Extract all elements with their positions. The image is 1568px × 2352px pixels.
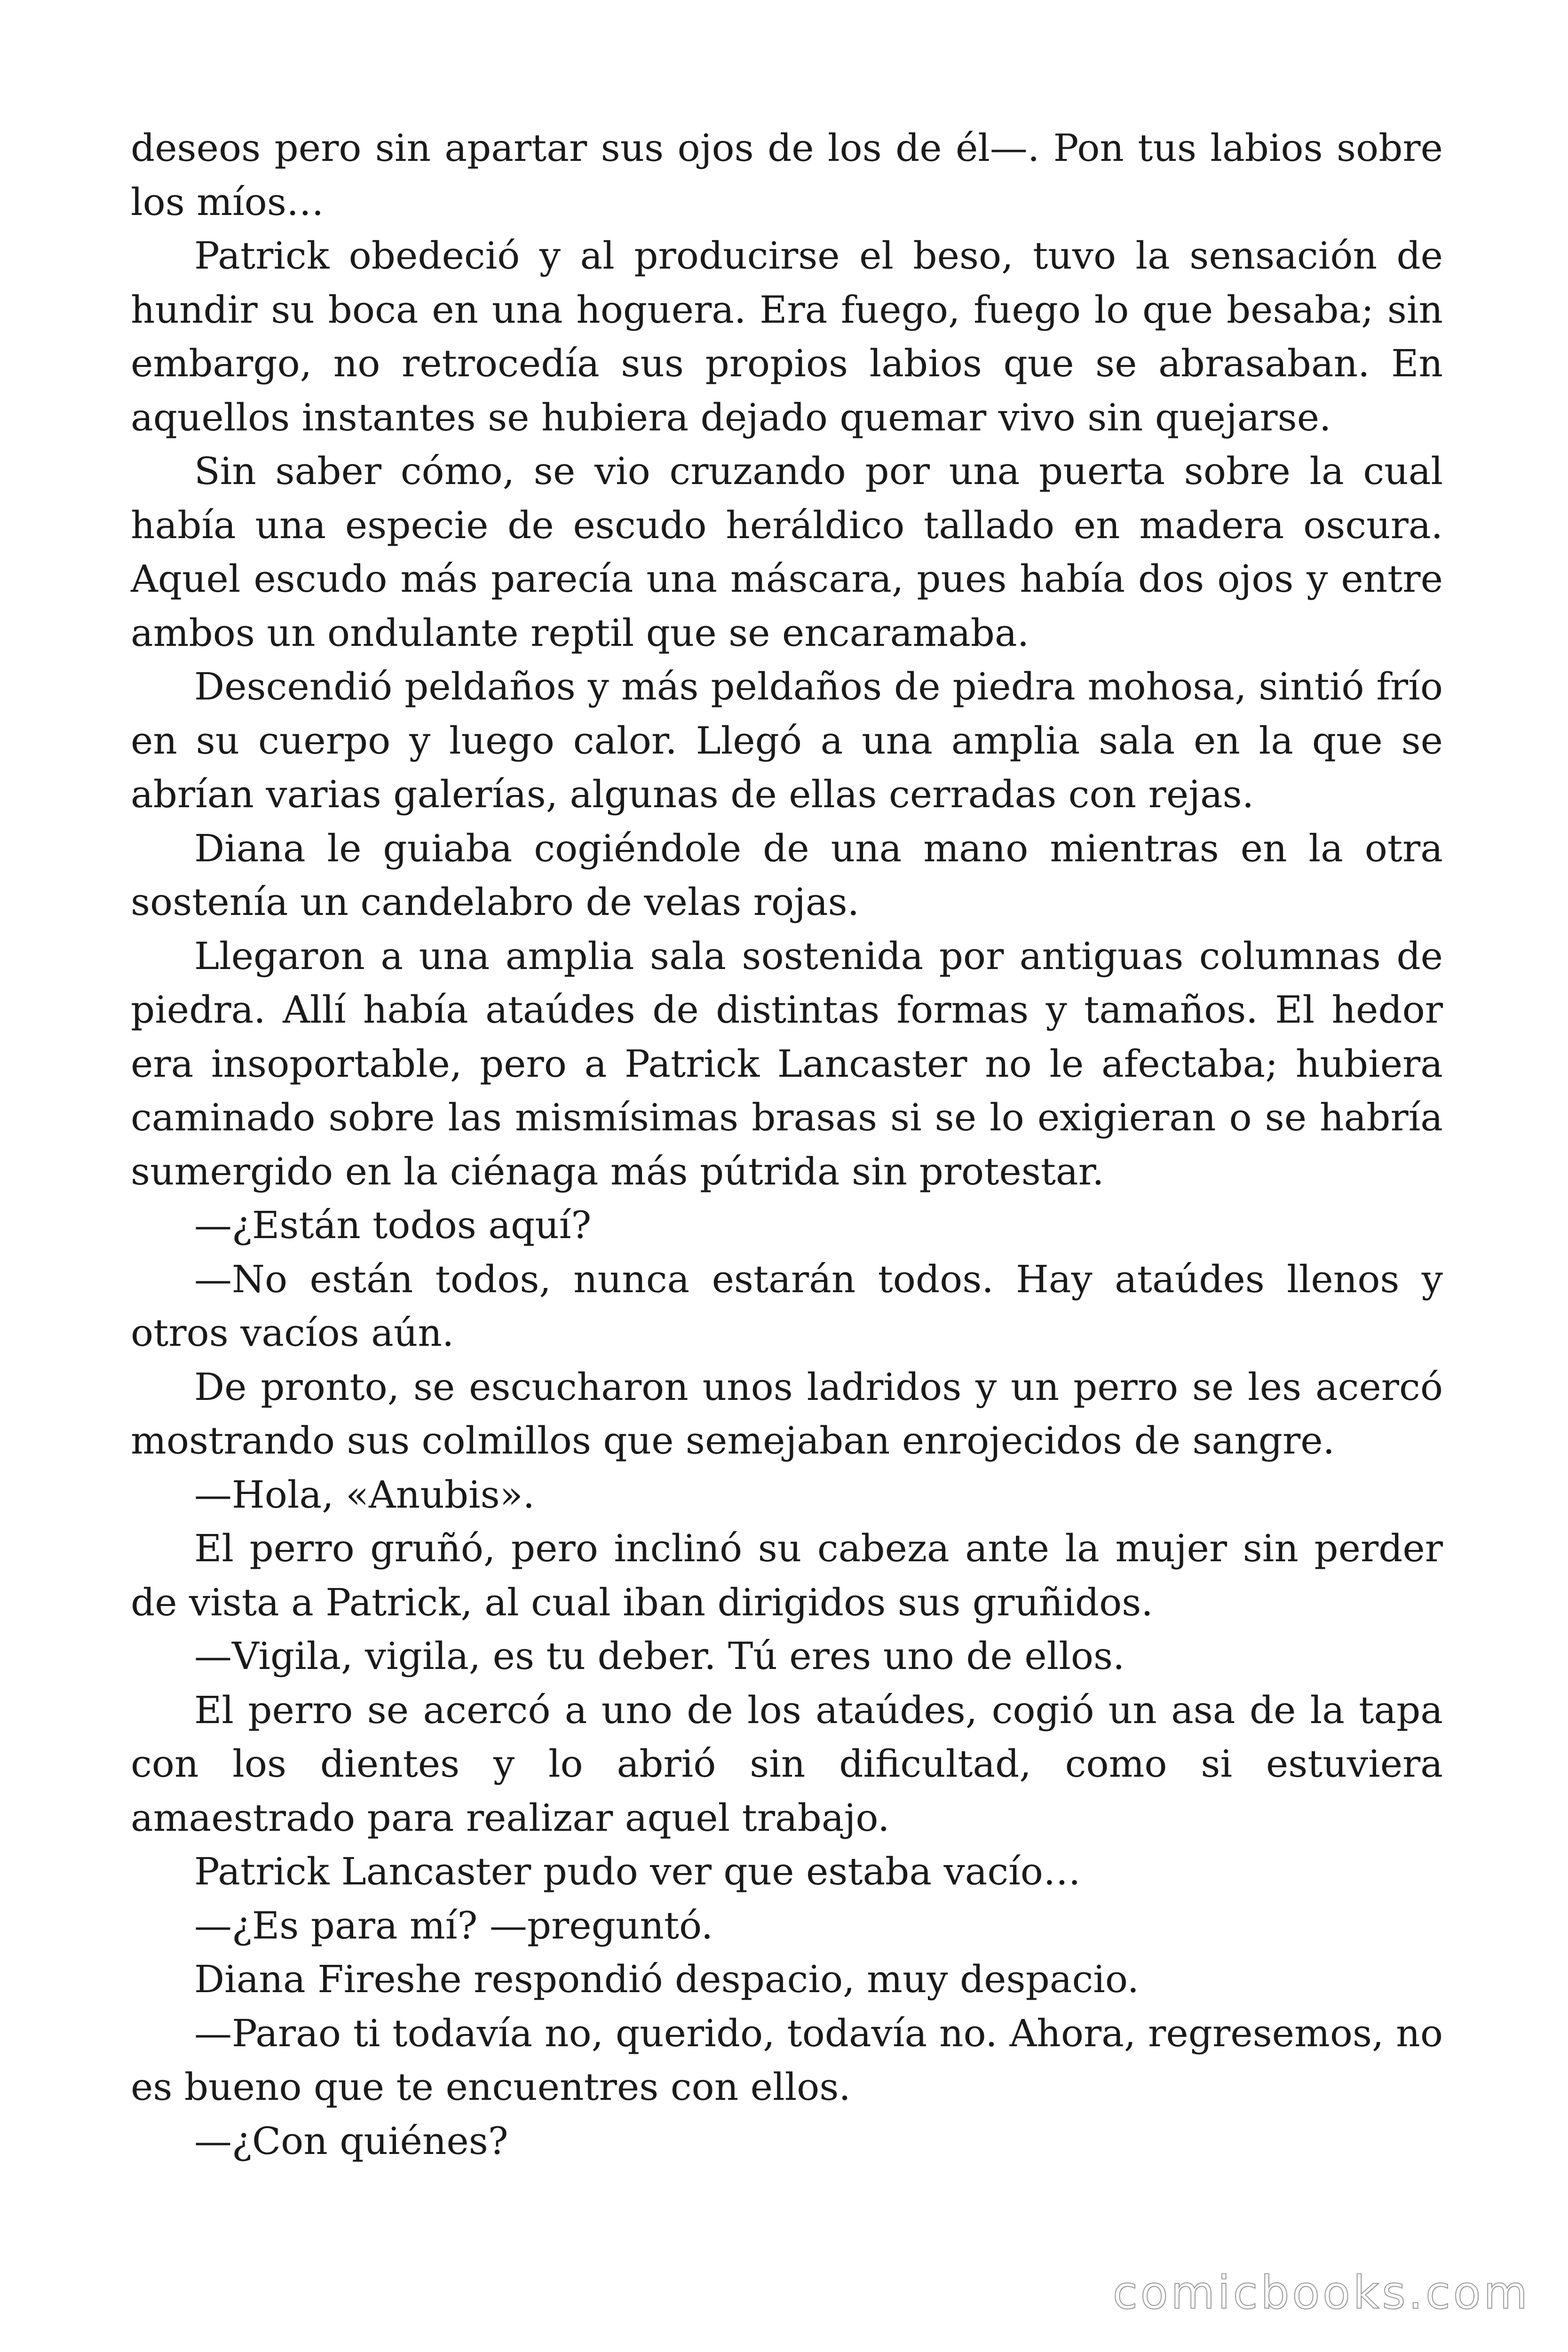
paragraph: deseos pero sin apartar sus ojos de los de él—. Pon tus labios sobre los míos… — [131, 126, 1443, 224]
paragraph: —Hola, «Anubis». — [194, 1472, 535, 1517]
paragraph: —¿Con quiénes? — [194, 2119, 508, 2163]
paragraph: Descendió peldaños y más peldaños de piedra mohosa, sintió frío en su cuerpo y luego calor. Llegó a una amplia sala en la que se abrían varias galerías, algunas de ellas cerradas con rejas. — [131, 665, 1443, 816]
paragraph: El perro se acercó a uno de los ataúdes, cogió un asa de la tapa con los dientes y lo abrió sin dificultad, como si estuviera amaestrado para realizar aquel trabajo. — [131, 1688, 1443, 1840]
paragraph: Diana le guiaba cogiéndole de una mano mientras en la otra sostenía un candelabro de velas rojas. — [131, 826, 1443, 924]
paragraph: Patrick Lancaster pudo ver que estaba vacío… — [194, 1850, 1081, 1893]
paragraph: —Parao ti todavía no, querido, todavía no. Ahora, regresemos, no es bueno que te encuentres con ellos. — [131, 2011, 1443, 2109]
paragraph: Diana Fireshe respondió despacio, muy despacio. — [194, 1957, 1140, 2001]
paragraph: Sin saber cómo, se vio cruzando por una puerta sobre la cual había una especie de escudo heráldico tallado en madera oscura. Aquel escudo más parecía una máscara, pues había dos ojos y entre ambos un ondulante reptil que se encaramaba. — [131, 449, 1443, 655]
paragraph: —No están todos, nunca estarán todos. Hay ataúdes llenos y otros vacíos aún. — [131, 1257, 1443, 1355]
watermark: comicbooks.com — [1112, 2266, 1530, 2319]
paragraph: De pronto, se escucharon unos ladridos y un perro se les acercó mostrando sus colmillos que semejaban enrojecidos de sangre. — [131, 1365, 1443, 1462]
paragraph: —¿Están todos aquí? — [194, 1203, 592, 1247]
paragraph: Llegaron a una amplia sala sostenida por antiguas columnas de piedra. Allí había ataúdes de distintas formas y tamaños. El hedor era insoportable, pero a Patrick Lancaster no le afectaba; hubiera caminado sobre las mismísimas brasas si se lo exigieran o se habría sumergido en la ciénaga más pútrida sin protestar. — [131, 934, 1443, 1193]
paragraph: —Vigila, vigila, es tu deber. Tú eres uno de ellos. — [194, 1634, 1125, 1678]
paragraph: El perro gruñó, pero inclinó su cabeza ante la mujer sin perder de vista a Patrick, al cual iban dirigidos sus gruñidos. — [131, 1526, 1443, 1624]
body-text — [131, 121, 1443, 2168]
paragraph: Patrick obedeció y al producirse el beso, tuvo la sensación de hundir su boca en una hoguera. Era fuego, fuego lo que besaba; sin embargo, no retrocedía sus propios labios que se abrasaban. En aquellos instantes se hubiera dejado quemar vivo sin quejarse. — [131, 234, 1443, 439]
paragraph: —¿Es para mí? —preguntó. — [194, 1903, 713, 1947]
